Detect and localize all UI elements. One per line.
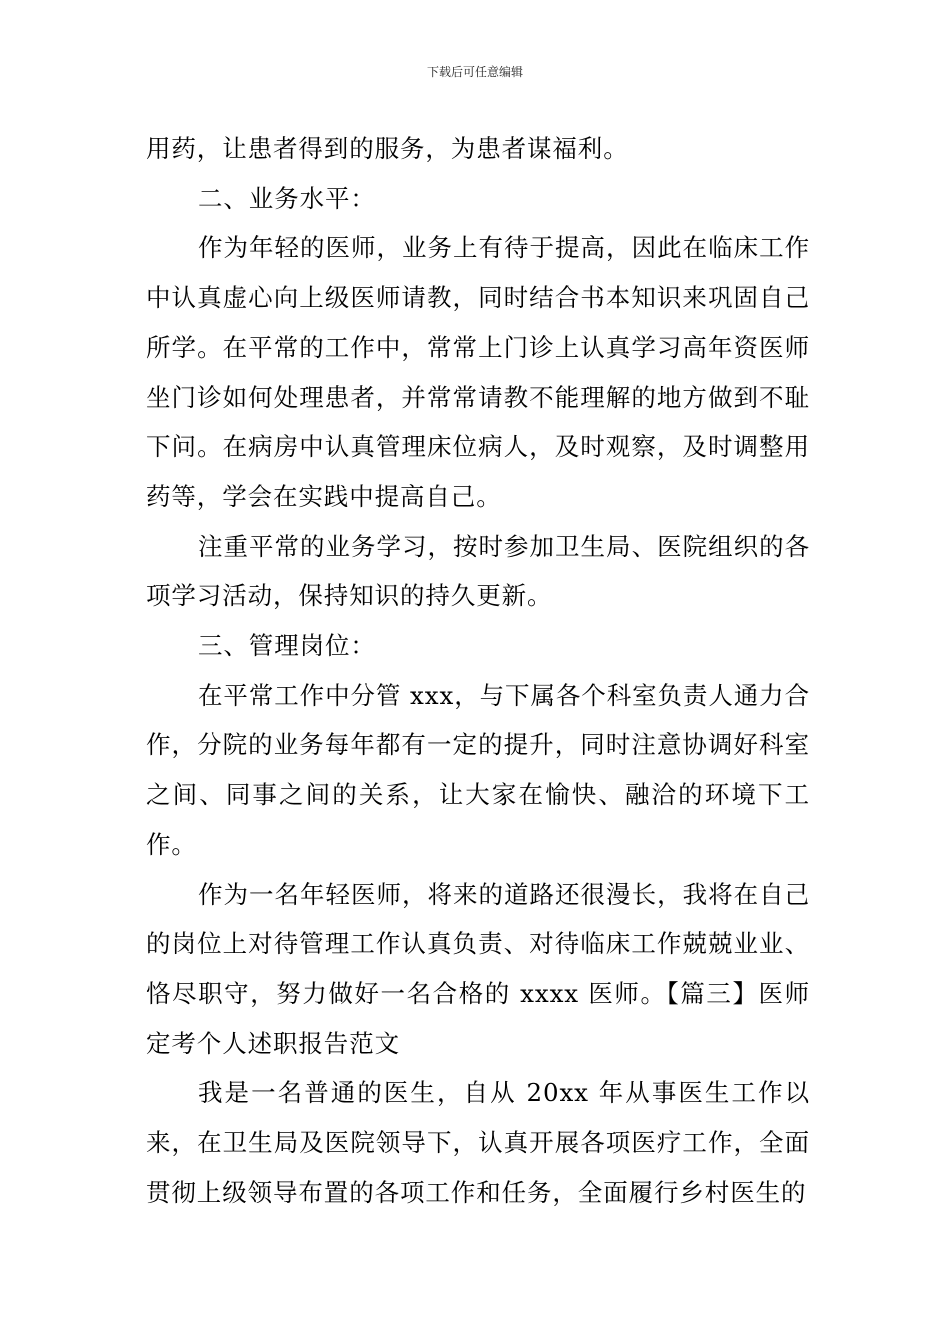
paragraph-part-three-intro: 我是一名普通的医生，自从 20xx 年从事医生工作以来，在卫生局及医院领导下，认真开展各项医疗工作，全面贯彻上级领导布置的各项工作和任务，全面履行乡村医生的 [146, 1078, 810, 1207]
paragraph-business-level: 作为年轻的医师，业务上有待于提高，因此在临床工作中认真虚心向上级医师请教，同时结合书本知识来巩固自己所学。在平常的工作中，常常上门诊上认真学习高年资医师坐门诊如何处理患者，并常常请教不能理解的地方做到不耻下问。在病房中认真管理床位病人，及时观察，及时调整用药等，学会在实践中提高自己。 [146, 233, 810, 511]
page-header-note: 下载后可任意编辑 [426, 65, 523, 79]
paragraph-continuation: 用药，让患者得到的服务，为患者谋福利。 [146, 134, 629, 163]
section-heading-management: 三、管理岗位： [198, 631, 376, 661]
document-body [146, 124, 810, 1217]
section-heading-business-level: 二、业务水平： [198, 183, 376, 213]
paragraph-management: 在平常工作中分管 xxx，与下属各个科室负责人通力合作，分院的业务每年都有一定的提升，同时注意协调好科室之间、同事之间的关系，让大家在愉快、融洽的环境下工作。 [146, 680, 810, 859]
paragraph-study: 注重平常的业务学习，按时参加卫生局、医院组织的各项学习活动，保持知识的持久更新。 [146, 531, 810, 611]
paragraph-conclusion: 作为一名年轻医师，将来的道路还很漫长，我将在自己的岗位上对待管理工作认真负责、对待临床工作兢兢业业、恪尽职守，努力做好一名合格的 xxxx 医师。【篇三】医师定考个人述职报告范文 [146, 879, 810, 1058]
